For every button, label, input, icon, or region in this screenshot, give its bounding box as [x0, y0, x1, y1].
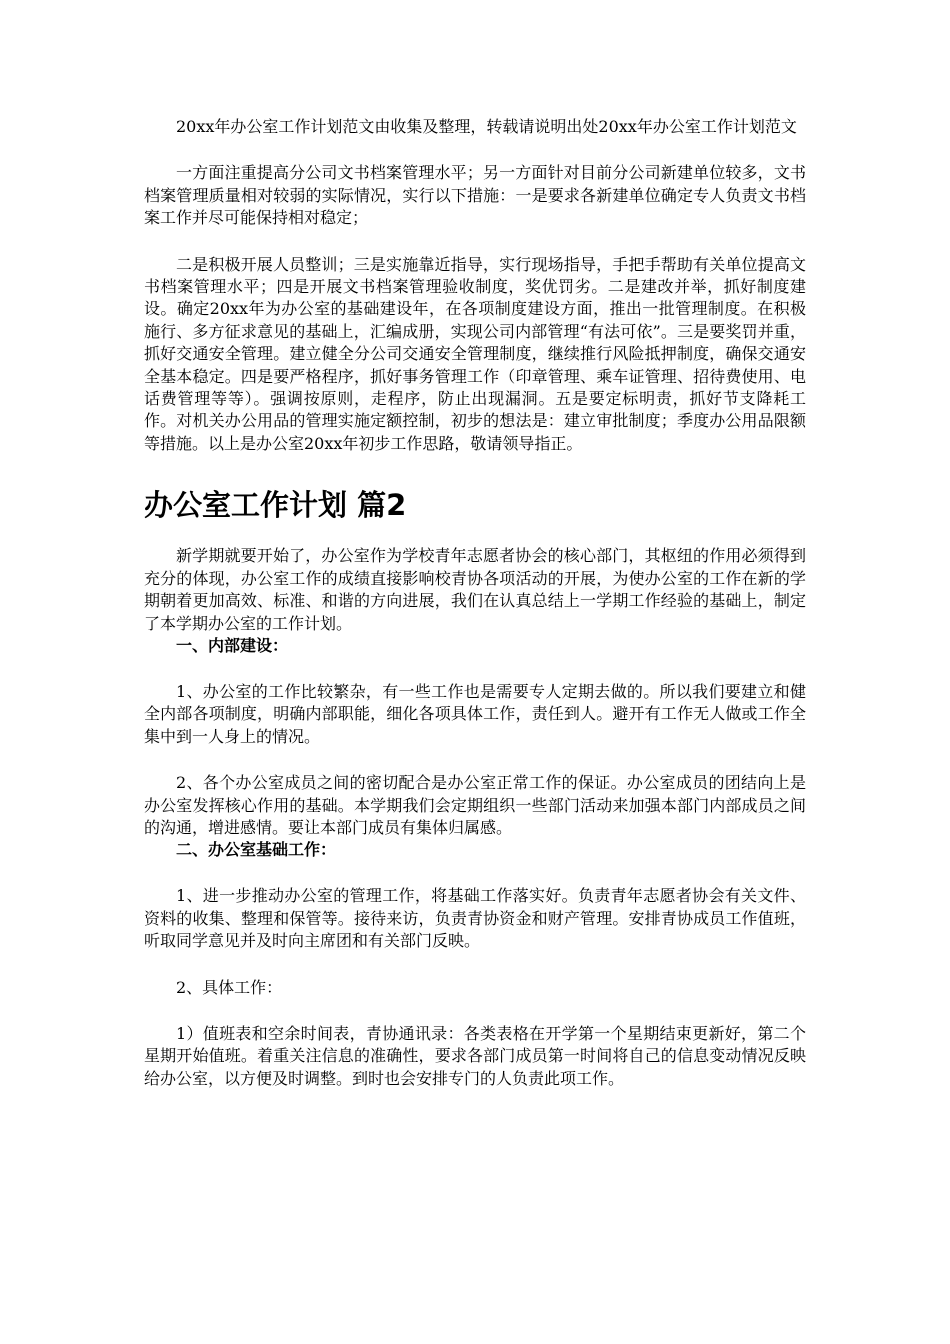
intro-paragraph-1: 20xx年办公室工作计划范文由收集及整理，转载请说明出处20xx年办公室工作计划范文 [176, 117, 797, 136]
section-paragraph-4: 1、进一步推动办公室的管理工作，将基础工作落实好。负责青年志愿者协会有关文件、资料的收集、整理和保管等。接待来访，负责青协资金和财产管理。安排青协成员工作值班，听取同学意见并及时向主席团和有关部门反映。 [144, 886, 806, 951]
subheading-internal-construction: 一、内部建设： [176, 635, 289, 655]
section-paragraph-5: 2、具体工作： [176, 977, 283, 997]
section-paragraph-1: 新学期就要开始了，办公室作为学校青年志愿者协会的核心部门，其枢纽的作用必须得到充分的体现，办公室工作的成绩直接影响校青协各项活动的开展，为使办公室的工作在新的学期朝着更加高效、标准、和谐的方向进展，我们在认真总结上一学期工作经验的基础上，制定了本学期办公室的工作计划。 [144, 546, 806, 633]
section-paragraph-3: 2、各个办公室成员之间的密切配合是办公室正常工作的保证。办公室成员的团结向上是办公室发挥核心作用的基础。本学期我们会定期组织一些部门活动来加强本部门内部成员之间的沟通，增进感情。要让本部门成员有集体归属感。 [144, 773, 806, 837]
section-paragraph-2: 1、办公室的工作比较繁杂，有一些工作也是需要专人定期去做的。所以我们要建立和健全内部各项制度，明确内部职能，细化各项具体工作，责任到人。避开有工作无人做或工作全集中到一人身上的情况。 [144, 681, 806, 746]
section-heading: 办公室工作计划 篇2 [144, 488, 407, 523]
section-paragraph-6: 1）值班表和空余时间表，青协通讯录：各类表格在开学第一个星期结束更新好，第二个星期开始值班。着重关注信息的准确性，要求各部门成员第一时间将自己的信息变动情况反映给办公室，以方便及时调整。到时也会安排专门的人负责此项工作。 [144, 1023, 806, 1088]
subheading-basic-work: 二、办公室基础工作： [176, 840, 337, 860]
intro-paragraph-3: 二是积极开展人员整训；三是实施靠近指导，实行现场指导，手把手帮助有关单位提高文书档案管理水平；四是开展文书档案管理验收制度，奖优罚劣。二是建改并举，抓好制度建设。确定20xx年为办公室的基础建设年，在各项制度建设方面，推出一批管理制度。在积极施行、多方征求意见的基础上，汇编成册，实现公司内部管理“有法可依”。三是要奖罚并重，抓好交通安全管理。建立健全分公司交通安全管理制度，继续推行风险抵押制度，确保交通安全基本稳定。四是要严格程序，抓好事务管理工作（印章管理、乘车证管理、招待费使用、电话费管理等等）。强调按原则，走程序，防止出现漏洞。五是要定标明责，抓好节支降耗工作。对机关办公用品的管理实施定额控制，初步的想法是：建立审批制度；季度办公用品限额等措施。以上是办公室20xx年初步工作思路，敬请领导指正。 [144, 254, 806, 453]
intro-paragraph-2: 一方面注重提高分公司文书档案管理水平；另一方面针对目前分公司新建单位较多，文书档案管理质量相对较弱的实际情况，实行以下措施：一是要求各新建单位确定专人负责文书档案工作并尽可能保持相对稳定； [144, 163, 806, 228]
